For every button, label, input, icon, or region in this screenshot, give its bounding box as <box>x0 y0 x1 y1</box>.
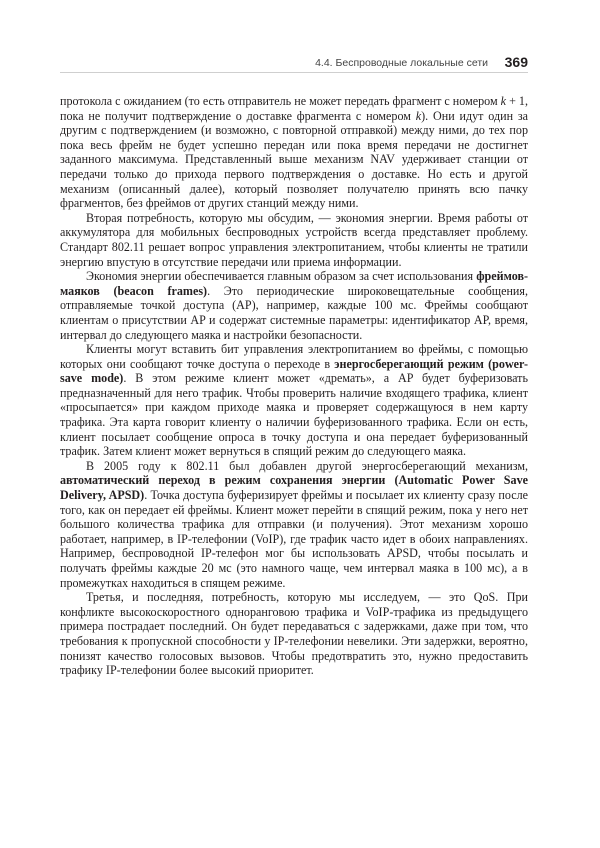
text: + 1, пока не получит подтверждение о доставке фрагмента с номером <box>60 94 528 123</box>
term-beacon-frames: фреймов-маяков (beacon frames) <box>60 269 528 298</box>
header-rule <box>60 72 528 73</box>
paragraph-2: Вторая потребность, которую мы обсудим, — экономия энергии. Время работы от аккумулятора для мобильных беспроводных устройств всегда представляет проблему. Стандарт 802.11 решает вопрос управления электропитанием, чтобы клиенты не тратили энергию впустую в отсутствие передачи или приема информации. <box>60 210 528 269</box>
text: протокола с ожиданием (то есть отправитель не может передать фрагмент с номером <box>60 94 501 108</box>
text: . В этом режиме клиент может «дремать», а AP будет буферизовать предназначенный для него трафик. Чтобы проверить наличие входящего трафика, клиент «просыпается» при каждом приходе маяка и проверяет содержащуюся в нем карту трафика. Эта карта говорит клиенту о наличии буферизованного трафика. Если он есть, клиент посылает сообщение опроса в точку доступа и она передает буферизованный трафик. Затем клиент может вернуться в спящий режим до следующего маяка. <box>60 371 528 459</box>
paragraph-3 <box>60 269 528 342</box>
paragraph-4 <box>60 342 528 459</box>
text: Клиенты могут вставить бит управления электропитанием во фреймы, с помощью которых они сообщают точке доступа о переходе в <box>60 342 528 371</box>
term-power-save-mode: энергосберегающий режим (power-save mode) <box>60 356 528 386</box>
paragraph-5 <box>60 459 528 590</box>
variable-k: k <box>500 94 507 108</box>
paragraph-1 <box>60 94 528 211</box>
variable-k: k <box>415 108 422 123</box>
term-apsd: автоматический переход в режим сохранения энергии (Automatic Power Save Delivery, APSD) <box>60 473 528 503</box>
text: Экономия энергии обеспечивается главным образом за счет использования <box>86 269 477 284</box>
page-number: 369 <box>504 54 528 70</box>
text: ). Они идут один за другим с подтверждением (и возможно, с повторной отправкой) между ними, до тех пор пока весь фрейм не будет успешно передан или пока время передачи не достигнет заданного максимума. Представленный выше механизм NAV удерживает станции от передачи только до прихода первого подтверждения о доставке. Но есть и другой механизм (описанный далее), который позволяет получателю принять всю пачку фрагментов, без фреймов от других станций между ними. <box>60 108 528 211</box>
text: В 2005 году к 802.11 был добавлен другой энергосберегающий механизм, <box>86 458 528 473</box>
running-header <box>60 54 528 74</box>
text: . Это периодические широковещательные сообщения, отправляемые точкой доступа (AP), например, каждые 100 мс. Фреймы сообщают клиентам о присутствии AP и содержат системные параметры: идентификатор AP, время, интервал до следующего маяка и настройки безопасности. <box>60 283 528 342</box>
page-body <box>60 94 528 678</box>
section-title: 4.4. Беспроводные локальные сети <box>315 57 488 69</box>
paragraph-6: Третья, и последняя, потребность, которую мы исследуем, — это QoS. При конфликте высокоскоростного одноранговою трафика и VoIP-трафика из предыдущего примера пострадает последний. Он будет передаваться с задержками, даже при том, что требования к пропускной способности у IP-телефонии невелики. Эти задержки, вероятно, понизят качество голосовых вызовов. Чтобы предотвратить это, нужно предоставить трафику IP-телефонии более высокий приоритет. <box>60 590 528 678</box>
text: . Точка доступа буферизирует фреймы и посылает их клиенту сразу после того, как он передает ей фреймы. Клиент может перейти в спящий режим, пока у него нет большого количества трафика для отправки (и получения). Этот механизм хорошо работает, например, в IP-телефонии (VoIP), где трафик часто идет в обоих направлениях. Например, беспроводной IP-телефон мог бы использовать APSD, чтобы посылать и получать фреймы каждые 20 мс (это намного чаще, чем интервал маяка в 100 мс), а в промежутках находиться в спящем режиме. <box>60 488 528 590</box>
